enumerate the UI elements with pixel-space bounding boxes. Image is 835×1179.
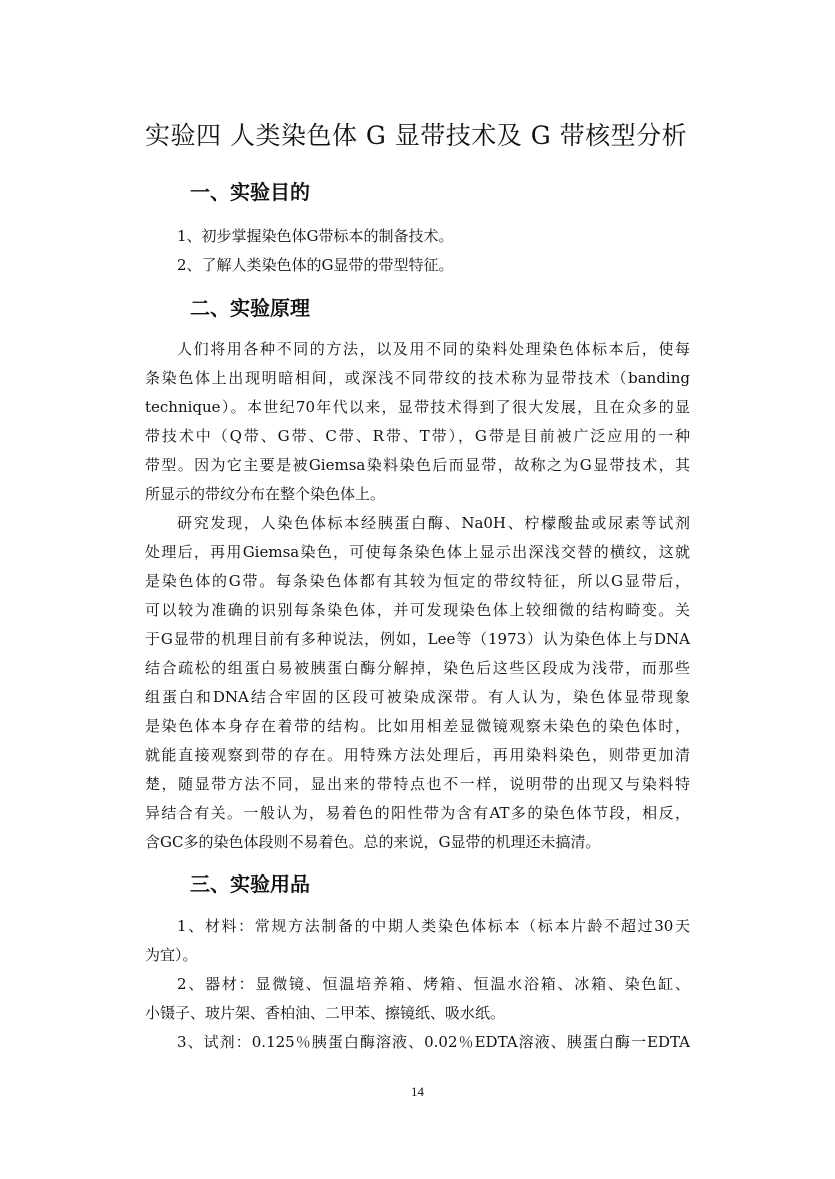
text-line: 研究发现，人染色体标本经胰蛋白酶、Na0H、柠檬酸盐或尿素等试剂 (177, 514, 690, 532)
text-line: technique）。本世纪70年代以来，显带技术得到了很大发展，且在众多的显 (145, 398, 690, 416)
text-line: 异结合有关。一般认为，易着色的阳性带为含有AT多的染色体节段，相反， (145, 804, 690, 822)
page-title: 实验四 人类染色体 G 显带技术及 G 带核型分析 (145, 121, 688, 150)
text-line: 所显示的带纹分布在整个染色体上。 (145, 485, 386, 503)
text-line: 处理后，再用Giemsa染色，可使每条染色体上显示出深浅交替的横纹，这就 (145, 543, 690, 561)
text-line: 1、初步掌握染色体G带标本的制备技术。 (177, 227, 454, 245)
text-line: 2、器材：显微镜、恒温培养箱、烤箱、恒温水浴箱、冰箱、染色缸、 (177, 975, 690, 993)
section-heading-purpose: 一、实验目的 (190, 180, 310, 204)
text-line: 组蛋白和DNA结合牢固的区段可被染成深带。有人认为，染色体显带现象 (145, 688, 690, 706)
section-heading-principle: 二、实验原理 (190, 296, 310, 320)
text-line: 为宜）。 (145, 946, 198, 964)
text-line: 可以较为准确的识别每条染色体，并可发现染色体上较细微的结构畸变。关 (145, 601, 690, 619)
text-line: 条染色体上出现明暗相间，或深浅不同带纹的技术称为显带技术（banding (145, 369, 690, 387)
text-line: 是染色体本身存在着带的结构。比如用相差显微镜观察未染色的染色体时， (145, 717, 690, 735)
text-line: 带型。因为它主要是被Giemsa染料染色后而显带，故称之为G显带技术，其 (145, 456, 690, 474)
text-line: 3、试剂：0.125％胰蛋白酶溶液、0.02％EDTA溶液、胰蛋白酶一EDTA (177, 1033, 690, 1051)
text-line: 小镊子、玻片架、香柏油、二甲苯、擦镜纸、吸水纸。 (145, 1004, 506, 1022)
text-line: 人们将用各种不同的方法，以及用不同的染料处理染色体标本后，使每 (177, 340, 690, 358)
text-line: 含GC多的染色体段则不易着色。总的来说，G显带的机理还未搞清。 (145, 833, 601, 851)
text-line: 2、了解人类染色体的G显带的带型特征。 (177, 256, 454, 274)
page-number: 14 (411, 1084, 424, 1099)
text-line: 带技术中（Q带、G带、C带、R带、T带），G带是目前被广泛应用的一种 (145, 427, 690, 445)
text-line: 结合疏松的组蛋白易被胰蛋白酶分解掉，染色后这些区段成为浅带，而那些 (145, 659, 690, 677)
section-heading-materials: 三、实验用品 (190, 872, 310, 896)
text-line: 就能直接观察到带的存在。用特殊方法处理后，再用染料染色，则带更加清 (145, 746, 690, 764)
text-line: 于G显带的机理目前有多种说法，例如，Lee等（1973）认为染色体上与DNA (145, 630, 690, 648)
text-line: 1、材料：常规方法制备的中期人类染色体标本（标本片龄不超过30天 (177, 917, 690, 935)
text-line: 是染色体的G带。每条染色体都有其较为恒定的带纹特征，所以G显带后， (145, 572, 690, 590)
text-line: 楚，随显带方法不同，显出来的带特点也不一样，说明带的出现又与染料特 (145, 775, 690, 793)
